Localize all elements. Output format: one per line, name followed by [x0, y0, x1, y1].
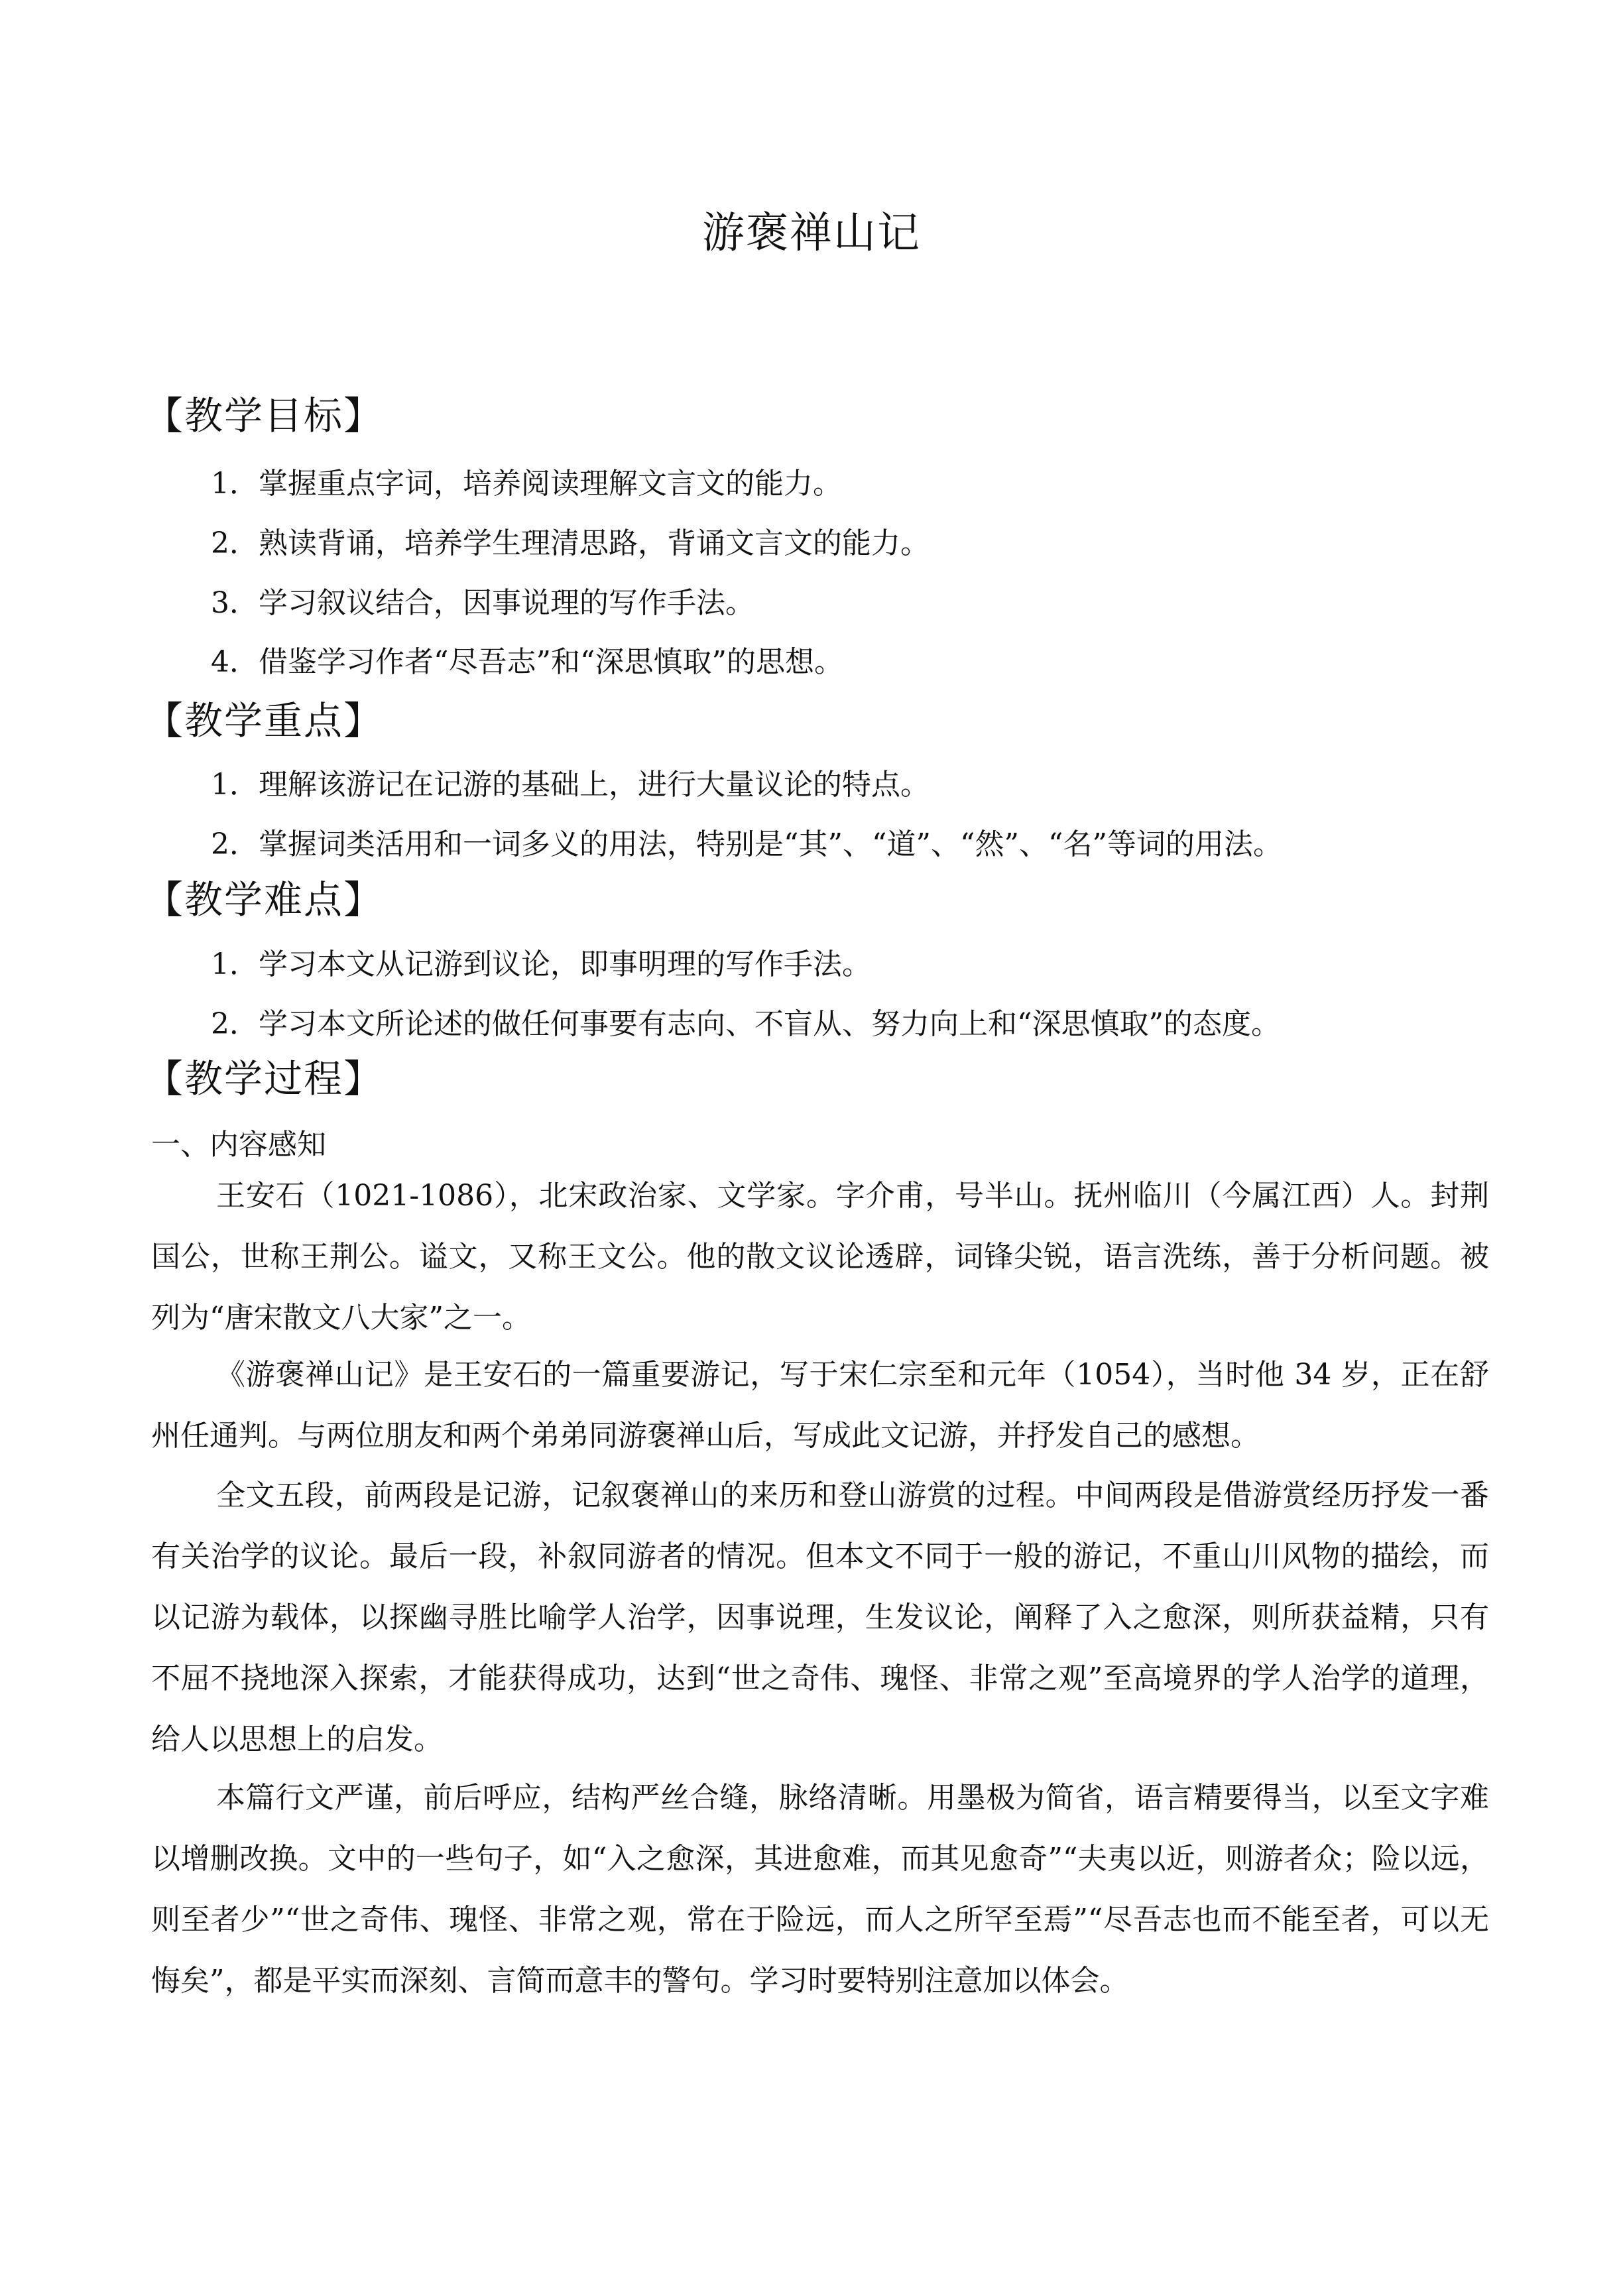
goal-item-1: 1．掌握重点字词，培养阅读理解文言文的能力。 — [211, 467, 842, 501]
heading-teaching-process: 【教学过程】 — [145, 1056, 384, 1101]
heading-key-points: 【教学重点】 — [145, 698, 384, 743]
paragraph-author-intro: 王安石（1021-1086），北宋政治家、文学家。字介甫，号半山。抚州临川（今属江西）人。封荆国公，世称王荆公。谥文，又称王文公。他的散文议论透辟，词锋尖锐，语言洗练，善于分析问题。被列为“唐宋散文八大家”之一。 — [151, 1179, 1489, 1335]
key-point-item-1: 1．理解该游记在记游的基础上，进行大量议论的特点。 — [211, 768, 930, 802]
document-title: 游褒禅山记 — [702, 209, 921, 258]
goal-item-3: 3．学习叙议结合，因事说理的写作手法。 — [211, 586, 754, 620]
goal-item-2: 2．熟读背诵，培养学生理清思路，背诵文言文的能力。 — [211, 526, 930, 560]
paragraph-style: 本篇行文严谨，前后呼应，结构严丝合缝，脉络清晰。用墨极为简省，语言精要得当，以至文字难以增删改换。文中的一些句子，如“入之愈深，其进愈难，而其见愈奇”“夫夷以近，则游者众；险以远，则至者少”“世之奇伟、瑰怪、非常之观，常在于险远，而人之所罕至焉”“尽吾志也而不能至者，可以无悔矣”，都是平实而深刻、言简而意丰的警句。学习时要特别注意加以体会。 — [151, 1781, 1489, 1998]
paragraph-background: 《游褒禅山记》是王安石的一篇重要游记，写于宋仁宗至和元年（1054），当时他 34 岁，正在舒州任通判。与两位朋友和两个弟弟同游褒禅山后，写成此文记游，并抒发自己的感想。 — [151, 1358, 1489, 1453]
heading-teaching-goals: 【教学目标】 — [145, 393, 384, 438]
goal-item-4: 4．借鉴学习作者“尽吾志”和“深思慎取”的思想。 — [211, 645, 843, 679]
subheading-content-perception: 一、内容感知 — [151, 1128, 326, 1162]
paragraph-structure: 全文五段，前两段是记游，记叙褒禅山的来历和登山游赏的过程。中间两段是借游赏经历抒发一番有关治学的议论。最后一段，补叙同游者的情况。但本文不同于一般的游记，不重山川风物的描绘，而以记游为载体，以探幽寻胜比喻学人治学，因事说理，生发议论，阐释了入之愈深，则所获益精，只有不屈不挠地深入探索，才能获得成功，达到“世之奇伟、瑰怪、非常之观”至高境界的学人治学的道理，给人以思想上的启发。 — [151, 1479, 1489, 1756]
difficulty-item-2: 2．学习本文所论述的做任何事要有志向、不盲从、努力向上和“深思慎取”的态度。 — [211, 1007, 1280, 1041]
key-point-item-2: 2．掌握词类活用和一词多义的用法，特别是“其”、“道”、“然”、“名”等词的用法。 — [211, 827, 1282, 861]
heading-difficulties: 【教学难点】 — [145, 877, 384, 922]
difficulty-item-1: 1．学习本文从记游到议论，即事明理的写作手法。 — [211, 947, 871, 981]
